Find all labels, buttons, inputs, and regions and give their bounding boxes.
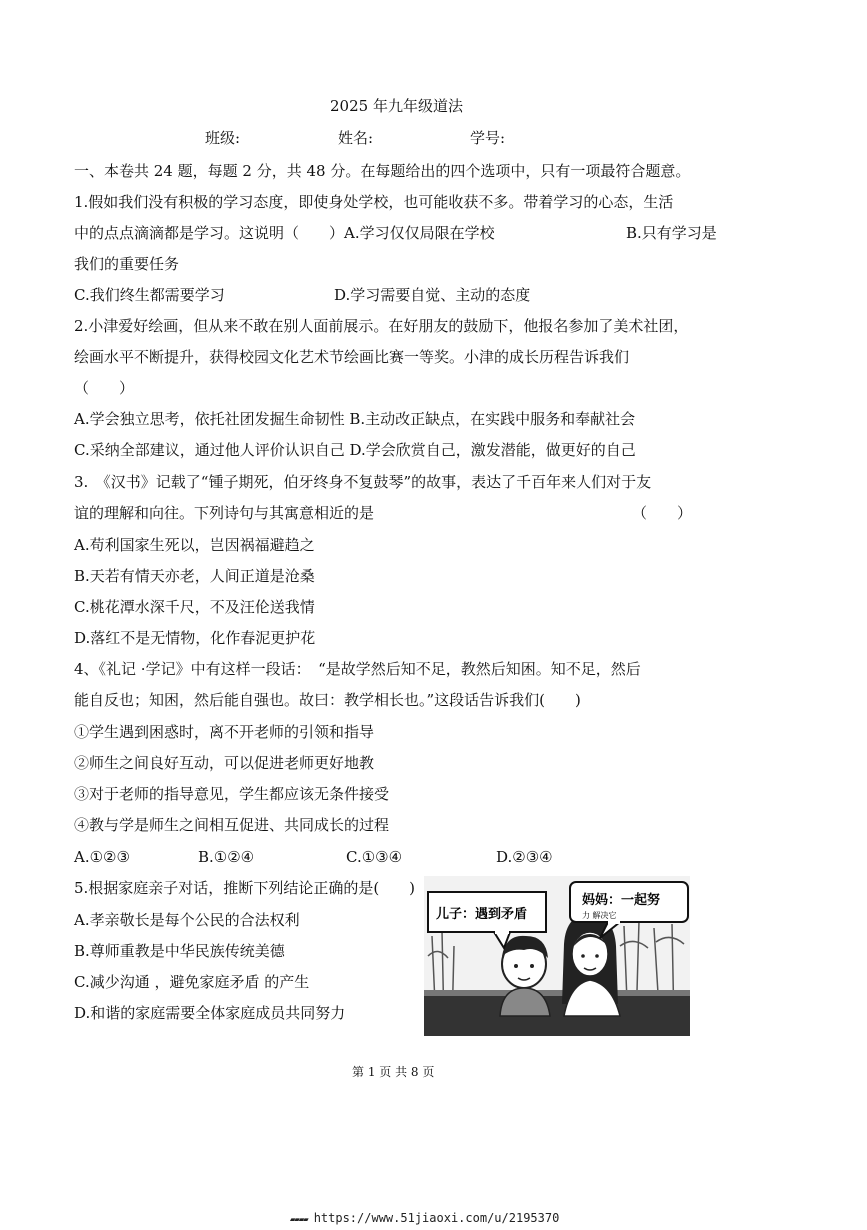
watermark-logo-icon: ▰▰▰▰ bbox=[290, 1215, 308, 1225]
name-label: 姓名: bbox=[338, 129, 374, 147]
q4-stem-line1: 4、《礼记 ·学记》中有这样一段话： “是故学然后知不足，教然后知困。知不足，然后 bbox=[74, 660, 641, 678]
son-bubble-text: 儿子：遇到矛盾 bbox=[436, 907, 528, 922]
q4-option-a: A.①②③ bbox=[74, 848, 130, 866]
q3-stem-line1: 3. 《汉书》记载了“锺子期死，伯牙终身不复鼓琴”的故事，表达了千百年来人们对于友 bbox=[74, 473, 652, 491]
q3-option-a: A.苟利国家生死以，岂因祸福避趋之 bbox=[74, 536, 315, 554]
q5-stem: 5.根据家庭亲子对话，推断下列结论正确的是( ) bbox=[74, 879, 416, 897]
q4-statement-4: ④教与学是师生之间相互促进、共同成长的过程 bbox=[74, 816, 390, 834]
q1-option-b: B.只有学习是 bbox=[626, 224, 717, 242]
q3-stem-line2: 谊的理解和向往。下列诗句与其寓意相近的是 bbox=[74, 504, 375, 522]
q1-stem-line3: 我们的重要任务 bbox=[74, 255, 180, 273]
q4-option-b: B.①②④ bbox=[198, 848, 255, 866]
page-title: 2025 年九年级道法 bbox=[330, 97, 463, 115]
q4-statement-2: ②师生之间良好互动，可以促进老师更好地教 bbox=[74, 754, 375, 772]
q3-option-b: B.天若有情天亦老，人间正道是沧桑 bbox=[74, 567, 315, 585]
q3-answer-paren: （ ） bbox=[632, 504, 693, 522]
q2-stem-line2: 绘画水平不断提升，获得校园文化艺术节绘画比赛一等奖。小津的成长历程告诉我们 bbox=[74, 348, 630, 366]
q3-option-d: D.落红不是无情物，化作春泥更护花 bbox=[74, 629, 316, 647]
q5-option-d: D.和谐的家庭需要全体家庭成员共同努力 bbox=[74, 1004, 346, 1022]
q1-stem-line2: 中的点点滴滴都是学习。这说明（ ）A.学习仅仅局限在学校 bbox=[74, 224, 495, 242]
q1-stem-line1: 1.假如我们没有积极的学习态度，即使身处学校，也可能收获不多。带着学习的心态，生活 bbox=[74, 193, 674, 211]
q1-option-c: C.我们终生都需要学习 bbox=[74, 286, 225, 304]
q4-option-d: D.②③④ bbox=[496, 848, 553, 866]
q4-statement-3: ③对于老师的指导意见，学生都应该无条件接受 bbox=[74, 785, 390, 803]
q1-option-d: D.学习需要自觉、主动的态度 bbox=[334, 286, 531, 304]
student-id-label: 学号: bbox=[470, 129, 506, 147]
q4-stem-line2: 能自反也；知困，然后能自强也。故曰：教学相长也。”这段话告诉我们( ) bbox=[74, 691, 581, 709]
q5-option-a: A.孝亲敬长是每个公民的合法权利 bbox=[74, 911, 300, 929]
q2-stem-line1: 2.小津爱好绘画，但从来不敢在别人面前展示。在好朋友的鼓励下，他报名参加了美术社团， bbox=[74, 317, 689, 335]
son-figure bbox=[500, 936, 550, 1016]
q2-options-cd: C.采纳全部建议，通过他人评价认识自己 D.学会欣赏自己，激发潜能，做更好的自己 bbox=[74, 441, 636, 459]
watermark-url: https://www.51jiaoxi.com/u/2195370 bbox=[313, 1211, 560, 1225]
q3-option-c: C.桃花潭水深千尺，不及汪伦送我情 bbox=[74, 598, 315, 616]
section-intro: 一、本卷共 24 题，每题 2 分，共 48 分。在每题给出的四个选项中，只有一项最符合题意。 bbox=[74, 162, 691, 180]
q4-statement-1: ①学生遇到困惑时，离不开老师的引领和指导 bbox=[74, 723, 375, 741]
q5-option-c: C.减少沟通 ，避免家庭矛盾 的产生 bbox=[74, 973, 310, 991]
mother-bubble-subtext: 力 解决它 bbox=[582, 911, 617, 920]
q2-answer-paren: （ ） bbox=[74, 379, 135, 397]
family-dialogue-cartoon bbox=[424, 876, 690, 1036]
cartoon-illustration bbox=[424, 876, 690, 1036]
q2-options-ab: A.学会独立思考，依托社团发掘生命韧性 B.主动改正缺点，在实践中服务和奉献社会 bbox=[74, 410, 636, 428]
class-label: 班级: bbox=[205, 129, 241, 147]
mother-bubble-text: 妈妈：一起努 bbox=[582, 893, 661, 908]
q4-option-c: C.①③④ bbox=[346, 848, 403, 866]
q5-option-b: B.尊师重教是中华民族传统美德 bbox=[74, 942, 285, 960]
page-footer: 第 1 页 共 8 页 bbox=[352, 1065, 435, 1079]
